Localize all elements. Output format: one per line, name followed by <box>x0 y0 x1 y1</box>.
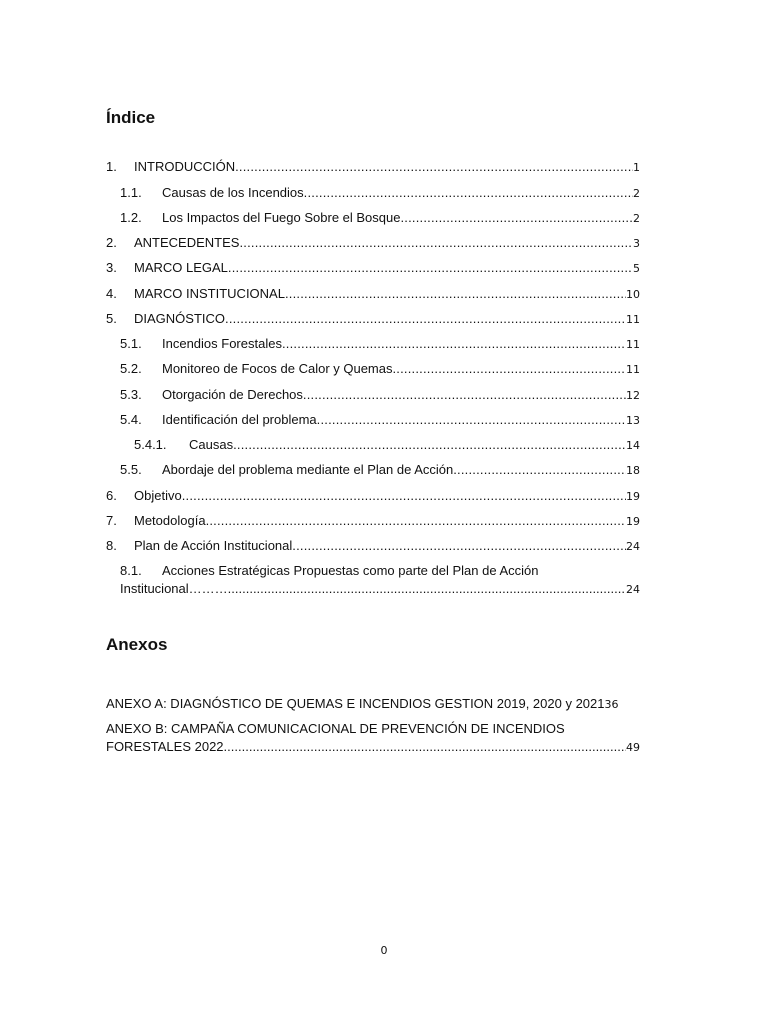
toc-entry-line-2 <box>120 580 640 599</box>
toc-entry-title: Otorgación de Derechos <box>162 387 303 402</box>
toc-entry-page: 24 <box>626 583 640 596</box>
toc-entry-number: 6. <box>106 488 117 503</box>
toc-entry-number: 2. <box>106 235 117 250</box>
toc-entry-title: Monitoreo de Focos de Calor y Quemas <box>162 361 393 376</box>
dot-leader <box>239 235 633 251</box>
toc-entry-number: 1. <box>106 159 117 174</box>
toc-entry-4[interactable] <box>106 286 640 303</box>
toc-entry-title: Causas de los Incendios <box>162 185 304 200</box>
toc-entry-title: MARCO LEGAL <box>134 260 228 275</box>
toc-entry-page: 5 <box>633 262 640 275</box>
dot-leader <box>235 159 633 175</box>
toc-entry-3[interactable] <box>106 260 640 277</box>
dot-leader <box>206 513 626 529</box>
toc-entry-number: 5.2. <box>120 361 142 376</box>
toc-entry-page: 19 <box>626 515 640 528</box>
dot-leader <box>182 488 626 504</box>
toc-entry-title: DIAGNÓSTICO <box>134 311 226 326</box>
toc-entry-2[interactable] <box>106 235 640 252</box>
dot-leader <box>285 286 626 302</box>
toc-entry-page: 11 <box>626 363 640 376</box>
toc-entry-number: 1.2. <box>120 210 142 225</box>
toc-entry-number: 8.1. <box>120 563 142 578</box>
toc-entry-title: Abordaje del problema mediante el Plan de Acción <box>162 462 454 477</box>
toc-entry-5-4-1[interactable] <box>134 437 640 454</box>
toc-entry-number: 5.4.1. <box>134 437 167 452</box>
toc-entry-title: INTRODUCCIÓN <box>134 159 236 174</box>
toc-entry-page: 10 <box>626 288 640 301</box>
toc-entry-line-1 <box>120 562 640 580</box>
toc-entry-page: 1 <box>633 161 640 174</box>
dot-leader <box>393 361 627 377</box>
toc-entry-page: 19 <box>626 490 640 503</box>
toc-entry-page: 18 <box>626 464 640 477</box>
toc-entry-page: 11 <box>626 338 640 351</box>
toc-entry-number: 8. <box>106 538 117 553</box>
toc-entry-title: Causas <box>189 437 234 452</box>
toc-entry-page: 3 <box>633 237 640 250</box>
toc-entry-page: 24 <box>626 540 640 553</box>
dot-leader <box>453 462 626 478</box>
toc-entry-title: Plan de Acción Institucional <box>134 538 293 553</box>
toc-entry-5[interactable] <box>106 311 640 328</box>
toc-entry-6[interactable] <box>106 488 640 505</box>
index-heading: Índice <box>106 108 156 127</box>
toc-entry-title: Los Impactos del Fuego Sobre el Bosque <box>162 210 401 225</box>
dot-leader <box>228 580 626 598</box>
annex-a-entry[interactable] <box>106 696 619 713</box>
toc-entry-number: 3. <box>106 260 117 275</box>
toc-entry-8-1[interactable] <box>120 562 640 599</box>
toc-entry-page: 13 <box>626 414 640 427</box>
dot-leader <box>303 387 626 403</box>
annex-b-line-1: ANEXO B: CAMPAÑA COMUNICACIONAL DE PREVENCIÓN DE INCENDIOS <box>106 721 565 736</box>
annex-a-title: ANEXO A: DIAGNÓSTICO DE QUEMAS E INCENDIOS GESTION 2019, 2020 y 2021 <box>106 696 605 711</box>
toc-entry-title: MARCO INSTITUCIONAL <box>134 286 285 301</box>
toc-entry-number: 5.5. <box>120 462 142 477</box>
toc-entry-number: 4. <box>106 286 117 301</box>
dot-leader <box>282 336 626 352</box>
toc-entry-number: 5. <box>106 311 117 326</box>
toc-entry-page: 14 <box>626 439 640 452</box>
toc-entry-title: Identificación del problema <box>162 412 317 427</box>
toc-entry-page: 2 <box>633 187 640 200</box>
dot-leader <box>224 738 626 756</box>
toc-entry-1[interactable] <box>106 159 640 176</box>
annex-b-page: 49 <box>626 741 640 754</box>
toc-entry-number: 1.1. <box>120 185 142 200</box>
toc-entry-title: Acciones Estratégicas Propuestas como parte del Plan de Acción <box>162 563 539 578</box>
dot-leader <box>228 260 633 276</box>
toc-entry-5-1[interactable] <box>120 336 640 353</box>
dot-leader <box>304 185 633 201</box>
dot-leader <box>292 538 626 554</box>
annex-b-line-2 <box>106 738 640 757</box>
toc-entry-number: 5.3. <box>120 387 142 402</box>
toc-entry-number: 5.1. <box>120 336 142 351</box>
annex-b-entry[interactable] <box>106 720 640 757</box>
annex-a-page: 36 <box>604 698 619 711</box>
toc-entry-page: 2 <box>633 212 640 225</box>
toc-entry-1-2[interactable] <box>120 210 640 227</box>
toc-entry-title: ANTECEDENTES <box>134 235 240 250</box>
toc-entry-page: 12 <box>626 389 640 402</box>
toc-entry-page: 11 <box>626 313 640 326</box>
toc-entry-5-3[interactable] <box>120 387 640 404</box>
toc-entry-5-4[interactable] <box>120 412 640 429</box>
toc-entry-title: Objetivo <box>134 488 182 503</box>
toc-entry-title-continued: Institucional……… <box>120 581 228 596</box>
annex-b-title-continued: FORESTALES 2022 <box>106 739 224 754</box>
dot-leader <box>400 210 633 226</box>
annex-heading: Anexos <box>106 635 168 654</box>
toc-entry-number: 7. <box>106 513 117 528</box>
toc-entry-5-5[interactable] <box>120 462 640 479</box>
toc-entry-7[interactable] <box>106 513 640 530</box>
page-number: 0 <box>380 944 388 957</box>
dot-leader <box>317 412 626 428</box>
toc-entry-title: Incendios Forestales <box>162 336 282 351</box>
toc-entry-5-2[interactable] <box>120 361 640 378</box>
dot-leader <box>225 311 626 327</box>
toc-entry-8[interactable] <box>106 538 640 555</box>
toc-entry-1-1[interactable] <box>120 185 640 202</box>
toc-entry-title: Metodología <box>134 513 206 528</box>
dot-leader <box>233 437 626 453</box>
toc-entry-number: 5.4. <box>120 412 142 427</box>
